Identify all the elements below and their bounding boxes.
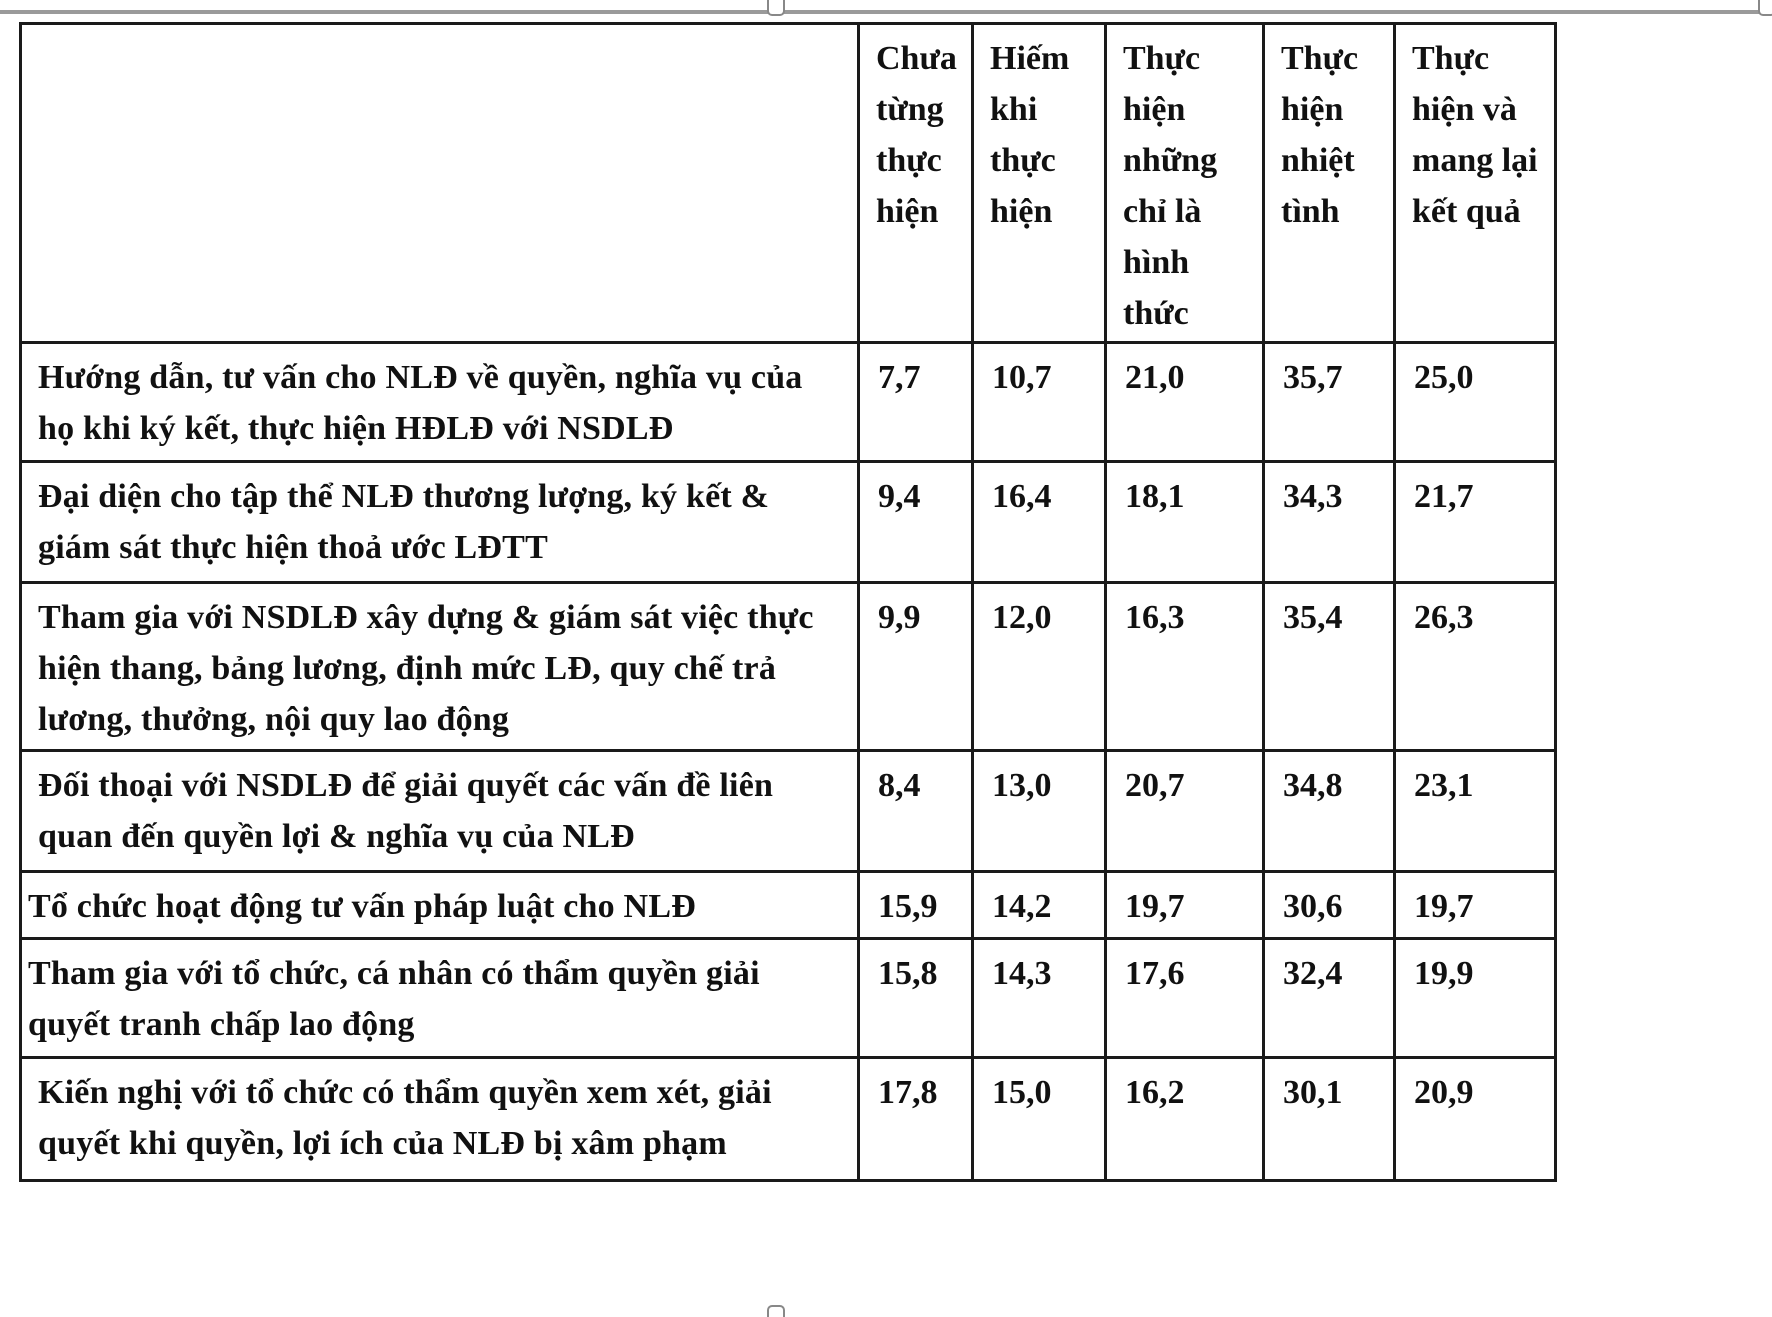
cell-value: 17,8 bbox=[859, 1058, 973, 1181]
survey-results-table bbox=[19, 22, 1557, 1182]
header-enthusiastic: Thực hiện nhiệt tình bbox=[1264, 24, 1395, 343]
row-resize-handle[interactable] bbox=[767, 1305, 785, 1317]
row-label: Hướng dẫn, tư vấn cho NLĐ về quyền, nghĩa vụ của họ khi ký kết, thực hiện HĐLĐ với NSDLĐ bbox=[21, 343, 859, 462]
cell-value: 15,0 bbox=[973, 1058, 1106, 1181]
column-resize-handle[interactable] bbox=[767, 0, 785, 16]
row-label: Đối thoại với NSDLĐ để giải quyết các vấn đề liên quan đến quyền lợi & nghĩa vụ của NLĐ bbox=[21, 751, 859, 872]
cell-value: 14,2 bbox=[973, 872, 1106, 939]
cell-value: 25,0 bbox=[1395, 343, 1556, 462]
cell-value: 20,9 bbox=[1395, 1058, 1556, 1181]
table-header-row bbox=[21, 24, 1556, 343]
cell-value: 26,3 bbox=[1395, 583, 1556, 751]
cell-value: 17,6 bbox=[1106, 939, 1264, 1058]
cell-value: 8,4 bbox=[859, 751, 973, 872]
cell-value: 21,0 bbox=[1106, 343, 1264, 462]
cell-value: 16,2 bbox=[1106, 1058, 1264, 1181]
header-effective: Thực hiện và mang lại kết quả bbox=[1395, 24, 1556, 343]
cell-value: 34,8 bbox=[1264, 751, 1395, 872]
cell-value: 34,3 bbox=[1264, 462, 1395, 583]
cell-value: 20,7 bbox=[1106, 751, 1264, 872]
cell-value: 35,4 bbox=[1264, 583, 1395, 751]
column-resize-handle[interactable] bbox=[1758, 0, 1772, 16]
header-empty bbox=[21, 24, 859, 343]
cell-value: 19,7 bbox=[1395, 872, 1556, 939]
header-never: Chưa từng thực hiện bbox=[859, 24, 973, 343]
table-row bbox=[21, 462, 1556, 583]
cell-value: 15,8 bbox=[859, 939, 973, 1058]
table-row bbox=[21, 583, 1556, 751]
cell-value: 14,3 bbox=[973, 939, 1106, 1058]
header-rarely: Hiếm khi thực hiện bbox=[973, 24, 1106, 343]
cell-value: 19,9 bbox=[1395, 939, 1556, 1058]
cell-value: 30,1 bbox=[1264, 1058, 1395, 1181]
cell-value: 16,4 bbox=[973, 462, 1106, 583]
cell-value: 19,7 bbox=[1106, 872, 1264, 939]
table-row bbox=[21, 1058, 1556, 1181]
cell-value: 21,7 bbox=[1395, 462, 1556, 583]
cell-value: 16,3 bbox=[1106, 583, 1264, 751]
table-row bbox=[21, 343, 1556, 462]
row-label: Tham gia với tổ chức, cá nhân có thẩm quyền giải quyết tranh chấp lao động bbox=[21, 939, 859, 1058]
row-label: Tham gia với NSDLĐ xây dựng & giám sát việc thực hiện thang, bảng lương, định mức LĐ, quy chế trả lương, thưởng, nội quy lao động bbox=[21, 583, 859, 751]
cell-value: 35,7 bbox=[1264, 343, 1395, 462]
cell-value: 12,0 bbox=[973, 583, 1106, 751]
cell-value: 30,6 bbox=[1264, 872, 1395, 939]
header-formality: Thực hiện những chỉ là hình thức bbox=[1106, 24, 1264, 343]
cell-value: 13,0 bbox=[973, 751, 1106, 872]
row-label: Tổ chức hoạt động tư vấn pháp luật cho NLĐ bbox=[21, 872, 859, 939]
table-row bbox=[21, 751, 1556, 872]
cell-value: 9,9 bbox=[859, 583, 973, 751]
row-label: Kiến nghị với tổ chức có thẩm quyền xem xét, giải quyết khi quyền, lợi ích của NLĐ bị xâm phạm bbox=[21, 1058, 859, 1181]
row-label: Đại diện cho tập thể NLĐ thương lượng, ký kết & giám sát thực hiện thoả ước LĐTT bbox=[21, 462, 859, 583]
cell-value: 10,7 bbox=[973, 343, 1106, 462]
cell-value: 7,7 bbox=[859, 343, 973, 462]
table-row bbox=[21, 939, 1556, 1058]
table-row bbox=[21, 872, 1556, 939]
cell-value: 9,4 bbox=[859, 462, 973, 583]
cell-value: 18,1 bbox=[1106, 462, 1264, 583]
table-top-ruler bbox=[0, 0, 1772, 14]
cell-value: 15,9 bbox=[859, 872, 973, 939]
cell-value: 32,4 bbox=[1264, 939, 1395, 1058]
cell-value: 23,1 bbox=[1395, 751, 1556, 872]
